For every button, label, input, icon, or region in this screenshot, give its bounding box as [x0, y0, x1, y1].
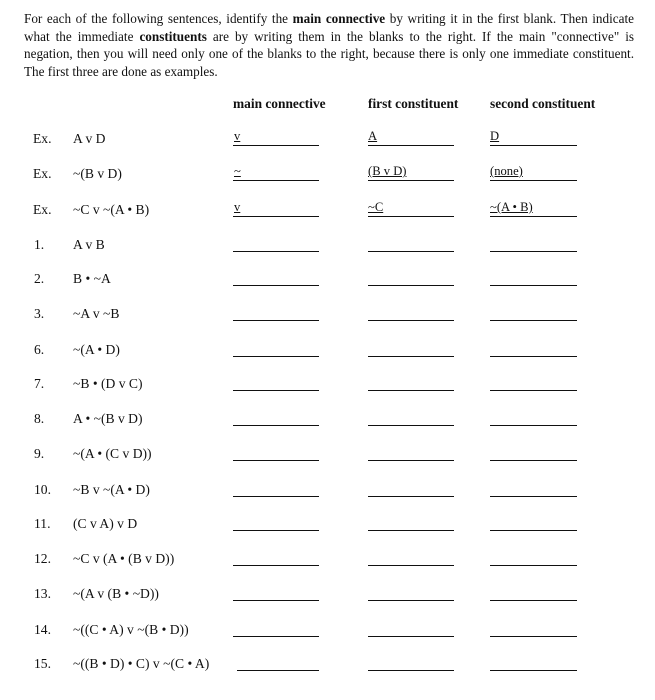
- first-constituent-answer: (B v D): [368, 164, 407, 178]
- main-connective-blank[interactable]: [233, 425, 319, 426]
- row-label: 7.: [34, 376, 45, 391]
- row-label: 6.: [34, 342, 45, 357]
- exercise-row: [0, 551, 655, 573]
- second-constituent-blank[interactable]: [490, 565, 577, 566]
- main-connective-blank[interactable]: [233, 356, 319, 357]
- exercise-row: [0, 411, 655, 433]
- main-connective-answer: v: [234, 129, 241, 143]
- exercise-row: [0, 376, 655, 398]
- row-formula: A v D: [73, 131, 106, 146]
- first-constituent-blank[interactable]: [368, 425, 454, 426]
- second-constituent-blank[interactable]: [490, 670, 577, 671]
- main-connective-blank[interactable]: [233, 145, 319, 146]
- second-constituent-answer: D: [490, 129, 500, 143]
- main-connective-blank[interactable]: [237, 670, 319, 671]
- exercise-row: [0, 482, 655, 504]
- instructions-text-2: by writing it in the first blank. Then indicate what the immediate: [24, 11, 634, 44]
- first-constituent-blank[interactable]: [368, 496, 454, 497]
- row-label: 14.: [34, 622, 51, 637]
- second-constituent-blank[interactable]: [490, 251, 577, 252]
- instructions-bold-main-connective: main connective: [292, 11, 386, 26]
- second-constituent-blank[interactable]: [490, 145, 577, 146]
- instructions-text-1: For each of the following sentences, identify the: [24, 11, 293, 26]
- exercise-row: [0, 622, 655, 644]
- main-connective-answer: v: [234, 200, 241, 214]
- row-formula: ~A v ~B: [73, 306, 120, 321]
- second-constituent-blank[interactable]: [490, 216, 577, 217]
- instructions: [24, 10, 634, 80]
- row-formula: ~(A • D): [73, 342, 120, 357]
- row-formula: ~B v ~(A • D): [73, 482, 150, 497]
- second-constituent-blank[interactable]: [490, 390, 577, 391]
- instructions-bold-constituents: constituents: [139, 28, 207, 44]
- row-label: 8.: [34, 411, 45, 426]
- second-constituent-blank[interactable]: [490, 320, 577, 321]
- second-constituent-blank[interactable]: [490, 425, 577, 426]
- row-formula: (C v A) v D: [73, 516, 138, 531]
- exercise-row: [0, 656, 655, 678]
- main-connective-blank[interactable]: [233, 320, 319, 321]
- row-label: 11.: [34, 516, 51, 531]
- row-formula: ~C v (A • (B v D)): [73, 551, 175, 566]
- second-constituent-blank[interactable]: [490, 460, 577, 461]
- first-constituent-answer: A: [368, 129, 378, 143]
- first-constituent-blank[interactable]: [368, 320, 454, 321]
- example-row: [0, 131, 655, 153]
- second-constituent-blank[interactable]: [490, 356, 577, 357]
- main-connective-answer: ~: [234, 164, 241, 178]
- main-connective-blank[interactable]: [233, 216, 319, 217]
- exercise-row: [0, 516, 655, 538]
- main-connective-blank[interactable]: [233, 565, 319, 566]
- instructions-text-3: are by writing them in the blanks to the right. If the main "connective" is negation, then you will need only one of the blanks to the right, because there is only one immediate constituent. The first three are done as examples.: [24, 28, 635, 79]
- first-constituent-blank[interactable]: [368, 670, 454, 671]
- first-constituent-blank[interactable]: [368, 251, 454, 252]
- first-constituent-blank[interactable]: [368, 600, 454, 601]
- row-formula: ~(A v (B • ~D)): [73, 586, 159, 601]
- row-formula: A • ~(B v D): [73, 411, 143, 426]
- main-connective-blank[interactable]: [233, 636, 319, 637]
- header-second-constituent: second constituent: [490, 96, 596, 111]
- second-constituent-blank[interactable]: [490, 285, 577, 286]
- exercise-row: [0, 271, 655, 293]
- exercise-row: [0, 586, 655, 608]
- row-formula: ~((B • D) • C) v ~(C • A): [73, 656, 210, 671]
- main-connective-blank[interactable]: [233, 460, 319, 461]
- main-connective-blank[interactable]: [233, 390, 319, 391]
- row-formula: A v B: [73, 237, 105, 252]
- row-label: 15.: [34, 656, 51, 671]
- row-label: 9.: [34, 446, 45, 461]
- first-constituent-blank[interactable]: [368, 180, 454, 181]
- first-constituent-blank[interactable]: [368, 145, 454, 146]
- example-row: [0, 202, 655, 224]
- second-constituent-blank[interactable]: [490, 600, 577, 601]
- main-connective-blank[interactable]: [233, 530, 319, 531]
- second-constituent-blank[interactable]: [490, 496, 577, 497]
- row-label: 1.: [34, 237, 45, 252]
- example-row: [0, 166, 655, 188]
- main-connective-blank[interactable]: [233, 285, 319, 286]
- row-formula: ~(B v D): [73, 166, 122, 181]
- row-formula: ~(A • (C v D)): [73, 446, 152, 461]
- row-label: Ex.: [33, 131, 52, 146]
- first-constituent-blank[interactable]: [368, 460, 454, 461]
- row-formula: B • ~A: [73, 271, 111, 286]
- first-constituent-blank[interactable]: [368, 356, 454, 357]
- first-constituent-blank[interactable]: [368, 285, 454, 286]
- first-constituent-blank[interactable]: [368, 636, 454, 637]
- row-label: 13.: [34, 586, 51, 601]
- header-first-constituent: first constituent: [368, 96, 459, 111]
- row-formula: ~C v ~(A • B): [73, 202, 150, 217]
- second-constituent-blank[interactable]: [490, 180, 577, 181]
- row-formula: ~B • (D v C): [73, 376, 143, 391]
- main-connective-blank[interactable]: [233, 600, 319, 601]
- first-constituent-blank[interactable]: [368, 216, 454, 217]
- exercise-row: [0, 237, 655, 259]
- row-label: 2.: [34, 271, 45, 286]
- row-label: 10.: [34, 482, 51, 497]
- first-constituent-blank[interactable]: [368, 390, 454, 391]
- first-constituent-answer: ~C: [368, 200, 384, 214]
- second-constituent-answer: (none): [490, 164, 523, 178]
- row-label: 12.: [34, 551, 51, 566]
- header-main-connective: main connective: [233, 96, 326, 111]
- row-label: Ex.: [33, 202, 52, 217]
- first-constituent-blank[interactable]: [368, 565, 454, 566]
- second-constituent-blank[interactable]: [490, 530, 577, 531]
- second-constituent-blank[interactable]: [490, 636, 577, 637]
- row-label: Ex.: [33, 166, 52, 181]
- exercise-row: [0, 342, 655, 364]
- main-connective-blank[interactable]: [233, 180, 319, 181]
- row-formula: ~((C • A) v ~(B • D)): [73, 622, 189, 637]
- exercise-row: [0, 446, 655, 468]
- first-constituent-blank[interactable]: [368, 530, 454, 531]
- main-connective-blank[interactable]: [233, 496, 319, 497]
- exercise-row: [0, 306, 655, 328]
- row-label: 3.: [34, 306, 45, 321]
- main-connective-blank[interactable]: [233, 251, 319, 252]
- second-constituent-answer: ~(A • B): [490, 200, 533, 214]
